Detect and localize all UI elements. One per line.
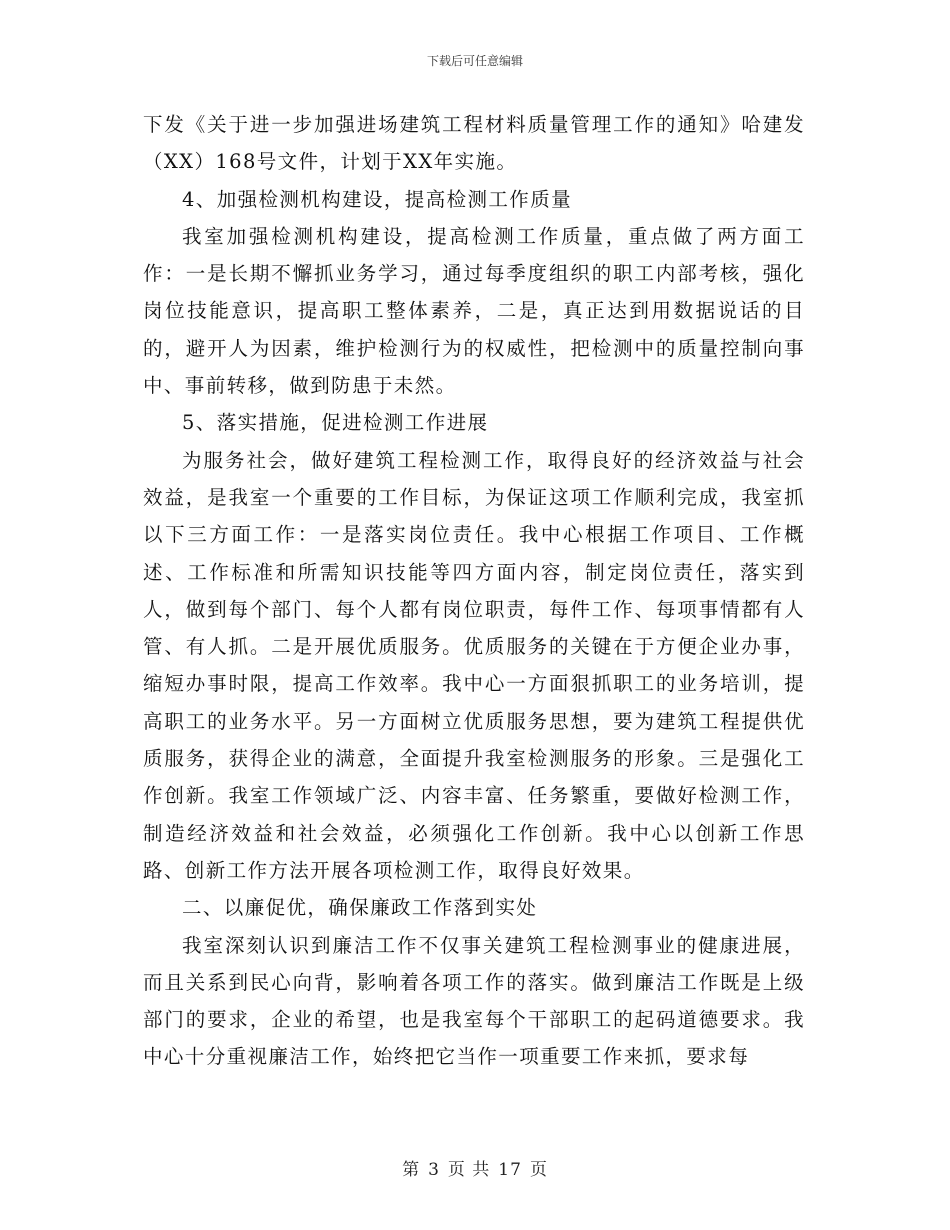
page-header-note: 下载后可任意编辑 [426,54,523,68]
page-label-mid: 页 共 [447,1160,491,1180]
total-pages-number: 17 [498,1160,522,1180]
section-heading-2: 二、以廉促优，确保廉政工作落到实处 [182,896,538,920]
section-heading-4: 4、加强检测机构建设，提高检测工作质量 [182,187,573,211]
document-body [143,106,805,1076]
page-label-suffix: 页 [529,1160,548,1180]
page-number-footer [0,1155,950,1180]
paragraph-1: 下发《关于进一步加强进场建筑工程材料质量管理工作的通知》哈建发（XX）168号文件，计划于XX年实施。 [143,113,805,174]
paragraph-3: 为服务社会，做好建筑工程检测工作，取得良好的经济效益与社会效益，是我室一个重要的工作目标，为保证这项工作顺利完成，我室抓以下三方面工作：一是落实岗位责任。我中心根据工作项目、工作概述、工作标准和所需知识技能等四方面内容，制定岗位责任，落实到人，做到每个部门、每个人都有岗位职责，每件工作、每项事情都有人管、有人抓。二是开展优质服务。优质服务的关键在于方便企业办事，缩短办事时限，提高工作效率。我中心一方面狠抓职工的业务培训，提高职工的业务水平。另一方面树立优质服务思想，要为建筑工程提供优质服务，获得企业的满意，全面提升我室检测服务的形象。三是强化工作创新。我室工作领域广泛、内容丰富、任务繁重，要做好检测工作，制造经济效益和社会效益，必须强化工作创新。我中心以创新工作思路、创新工作方法开展各项检测工作，取得良好效果。 [143,448,805,882]
paragraph-4: 我室深刻认识到廉洁工作不仅事关建筑工程检测事业的健康进展，而且关系到民心向背，影响着各项工作的落实。做到廉洁工作既是上级部门的要求，企业的希望，也是我室每个干部职工的起码道德要求。我中心十分重视廉洁工作，始终把它当作一项重要工作来抓，要求每 [143,933,805,1069]
paragraph-2: 我室加强检测机构建设，提高检测工作质量，重点做了两方面工作：一是长期不懈抓业务学习，通过每季度组织的职工内部考核，强化岗位技能意识，提高职工整体素养，二是，真正达到用数据说话的目的，避开人为因素，维护检测行为的权威性，把检测中的质量控制向事中、事前转移，做到防患于未然。 [143,224,805,398]
section-heading-5: 5、落实措施，促进检测工作进展 [182,411,489,435]
current-page-number: 3 [428,1160,440,1180]
page-label-prefix: 第 [402,1160,421,1180]
